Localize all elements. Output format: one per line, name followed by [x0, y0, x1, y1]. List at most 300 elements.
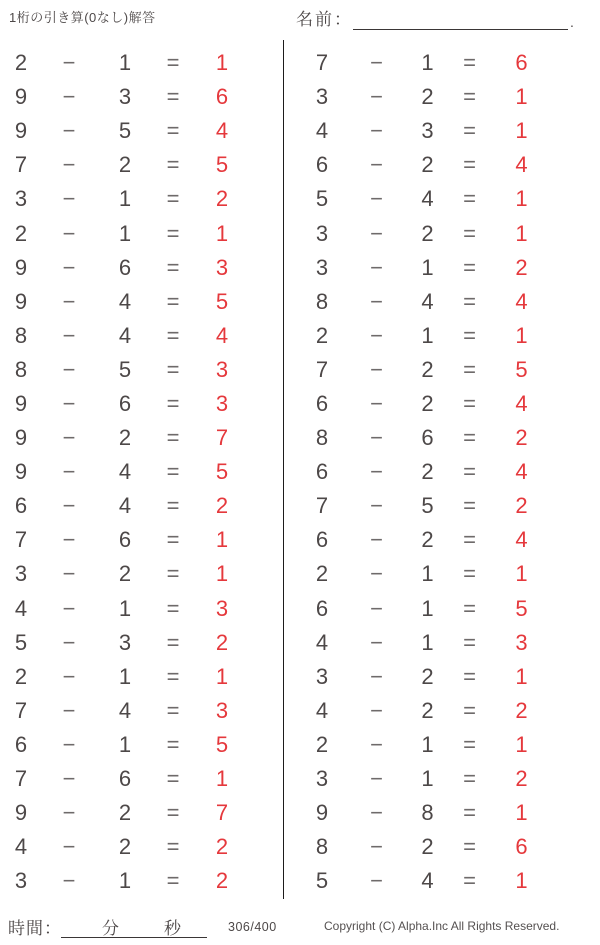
subtrahend: 2: [421, 220, 434, 246]
problem-row: [284, 421, 600, 455]
problem-row: [284, 626, 600, 660]
subtrahend: 1: [118, 186, 132, 212]
minuend: 7: [14, 697, 28, 723]
subtrahend: 2: [421, 152, 434, 178]
subtrahend: 8: [421, 800, 434, 826]
minus-sign: −: [62, 50, 76, 76]
equals-sign: =: [166, 84, 180, 110]
minuend: 6: [315, 595, 329, 621]
problem-row: [284, 489, 600, 523]
answer: 1: [515, 868, 528, 894]
subtrahend: 6: [421, 425, 434, 451]
minus-sign: −: [62, 459, 76, 485]
equals-sign: =: [463, 663, 476, 689]
answer: 3: [215, 595, 229, 621]
equals-sign: =: [166, 561, 180, 587]
minus-sign: −: [370, 322, 383, 348]
subtrahend: 2: [118, 834, 132, 860]
minuend: 9: [14, 800, 28, 826]
minuend: 6: [315, 459, 329, 485]
answer: 1: [515, 186, 528, 212]
answer: 4: [515, 527, 528, 553]
problem-row: [284, 728, 600, 762]
equals-sign: =: [166, 868, 180, 894]
seconds-label: 秒: [164, 919, 181, 938]
equals-sign: =: [463, 390, 476, 416]
problem-row: [0, 523, 283, 557]
equals-sign: =: [463, 868, 476, 894]
equals-sign: =: [463, 697, 476, 723]
subtrahend: 4: [118, 493, 132, 519]
minuend: 2: [315, 731, 329, 757]
minuend: 6: [14, 493, 28, 519]
problem-row: [0, 148, 283, 182]
minus-sign: −: [62, 425, 76, 451]
answer: 2: [215, 868, 229, 894]
subtrahend: 1: [421, 629, 434, 655]
answer: 1: [515, 663, 528, 689]
subtrahend: 1: [421, 254, 434, 280]
answer: 1: [515, 220, 528, 246]
subtrahend: 3: [118, 84, 132, 110]
minus-sign: −: [62, 834, 76, 860]
minus-sign: −: [62, 186, 76, 212]
problem-row: [0, 387, 283, 421]
answer: 4: [215, 322, 229, 348]
subtrahend: 5: [118, 356, 132, 382]
answer: 5: [215, 731, 229, 757]
minus-sign: −: [62, 220, 76, 246]
minus-sign: −: [370, 356, 383, 382]
problem-row: [0, 182, 283, 216]
minus-sign: −: [62, 731, 76, 757]
subtrahend: 2: [421, 663, 434, 689]
answer: 4: [515, 390, 528, 416]
minuend: 4: [315, 118, 329, 144]
subtrahend: 5: [421, 493, 434, 519]
answer: 1: [515, 322, 528, 348]
minuend: 3: [14, 868, 28, 894]
minuend: 7: [315, 50, 329, 76]
answer: 7: [215, 800, 229, 826]
answer: 2: [515, 493, 528, 519]
problem-row: [0, 626, 283, 660]
subtrahend: 1: [118, 731, 132, 757]
problem-row: [284, 319, 600, 353]
answer: 7: [215, 425, 229, 451]
answer: 2: [515, 697, 528, 723]
answer: 2: [515, 766, 528, 792]
name-label: 名前：: [296, 10, 353, 29]
equals-sign: =: [166, 459, 180, 485]
name-block: [296, 5, 574, 30]
answer: 4: [215, 118, 229, 144]
answer: 5: [515, 356, 528, 382]
equals-sign: =: [463, 186, 476, 212]
minuend: 9: [14, 390, 28, 416]
name-line-period: .: [570, 14, 574, 30]
minus-sign: −: [370, 697, 383, 723]
minus-sign: −: [62, 118, 76, 144]
equals-sign: =: [166, 595, 180, 621]
equals-sign: =: [463, 561, 476, 587]
subtrahend: 1: [118, 220, 132, 246]
equals-sign: =: [166, 493, 180, 519]
minus-sign: −: [370, 766, 383, 792]
minuend: 4: [315, 697, 329, 723]
answer: 2: [515, 254, 528, 280]
subtrahend: 1: [421, 561, 434, 587]
answer: 1: [515, 731, 528, 757]
answer: 1: [215, 527, 229, 553]
subtrahend: 4: [118, 322, 132, 348]
name-underline: [353, 7, 568, 30]
minus-sign: −: [370, 186, 383, 212]
minuend: 3: [315, 766, 329, 792]
problem-row: [284, 80, 600, 114]
minuend: 4: [315, 629, 329, 655]
minuend: 2: [14, 50, 28, 76]
subtrahend: 2: [118, 561, 132, 587]
subtrahend: 4: [118, 288, 132, 314]
subtrahend: 2: [118, 425, 132, 451]
answer: 6: [215, 84, 229, 110]
equals-sign: =: [166, 288, 180, 314]
minus-sign: −: [370, 390, 383, 416]
equals-sign: =: [463, 220, 476, 246]
problem-row: [0, 864, 283, 898]
minus-sign: −: [62, 766, 76, 792]
problem-row: [284, 557, 600, 591]
equals-sign: =: [463, 152, 476, 178]
minuend: 3: [14, 186, 28, 212]
minus-sign: −: [370, 595, 383, 621]
answer: 5: [215, 152, 229, 178]
equals-sign: =: [463, 527, 476, 553]
answer: 5: [215, 459, 229, 485]
footer: [0, 908, 600, 945]
answer: 2: [215, 493, 229, 519]
problem-row: [284, 216, 600, 250]
minuend: 5: [315, 186, 329, 212]
minuend: 3: [315, 254, 329, 280]
subtrahend: 1: [118, 595, 132, 621]
minuend: 8: [315, 834, 329, 860]
subtrahend: 4: [421, 868, 434, 894]
minuend: 7: [14, 152, 28, 178]
subtrahend: 3: [118, 629, 132, 655]
equals-sign: =: [463, 322, 476, 348]
problem-row: [284, 251, 600, 285]
problem-row: [0, 455, 283, 489]
minus-sign: −: [370, 493, 383, 519]
minutes-label: 分: [102, 919, 119, 938]
minus-sign: −: [370, 561, 383, 587]
subtrahend: 2: [421, 527, 434, 553]
problem-row: [0, 114, 283, 148]
minus-sign: −: [62, 629, 76, 655]
minuend: 3: [315, 220, 329, 246]
subtrahend: 1: [421, 766, 434, 792]
answer: 1: [515, 84, 528, 110]
minuend: 6: [315, 152, 329, 178]
equals-sign: =: [463, 84, 476, 110]
problem-row: [0, 319, 283, 353]
minuend: 8: [315, 425, 329, 451]
answer: 1: [215, 220, 229, 246]
minus-sign: −: [62, 527, 76, 553]
equals-sign: =: [463, 595, 476, 621]
subtrahend: 4: [118, 459, 132, 485]
subtrahend: 2: [118, 152, 132, 178]
subtrahend: 1: [421, 731, 434, 757]
problem-row: [0, 660, 283, 694]
minus-sign: −: [62, 697, 76, 723]
minuend: 8: [14, 322, 28, 348]
equals-sign: =: [166, 152, 180, 178]
answer: 1: [215, 50, 229, 76]
problem-row: [284, 182, 600, 216]
answer: 6: [515, 50, 528, 76]
subtrahend: 6: [118, 527, 132, 553]
equals-sign: =: [463, 493, 476, 519]
minuend: 2: [315, 561, 329, 587]
equals-sign: =: [463, 459, 476, 485]
problem-row: [0, 421, 283, 455]
minus-sign: −: [370, 834, 383, 860]
answer: 2: [215, 629, 229, 655]
minus-sign: −: [62, 356, 76, 382]
minus-sign: −: [62, 800, 76, 826]
minus-sign: −: [62, 868, 76, 894]
minuend: 6: [315, 527, 329, 553]
minus-sign: −: [62, 663, 76, 689]
equals-sign: =: [166, 629, 180, 655]
minuend: 7: [14, 766, 28, 792]
minuend: 3: [315, 84, 329, 110]
equals-sign: =: [166, 697, 180, 723]
minuend: 9: [14, 459, 28, 485]
minus-sign: −: [62, 288, 76, 314]
minus-sign: −: [370, 527, 383, 553]
minus-sign: −: [62, 322, 76, 348]
answer: 3: [215, 697, 229, 723]
minus-sign: −: [370, 220, 383, 246]
equals-sign: =: [166, 390, 180, 416]
minus-sign: −: [370, 868, 383, 894]
equals-sign: =: [463, 254, 476, 280]
subtrahend: 6: [118, 254, 132, 280]
problem-row: [0, 762, 283, 796]
answer: 4: [515, 459, 528, 485]
answer: 1: [515, 561, 528, 587]
minus-sign: −: [62, 254, 76, 280]
equals-sign: =: [463, 118, 476, 144]
answer: 1: [215, 561, 229, 587]
answer: 3: [215, 356, 229, 382]
minus-sign: −: [370, 800, 383, 826]
minuend: 7: [14, 527, 28, 553]
problem-column-left: [0, 40, 284, 899]
answer: 2: [215, 834, 229, 860]
page-title: 1桁の引き算(0なし)解答: [9, 10, 156, 25]
minuend: 9: [14, 425, 28, 451]
minus-sign: −: [62, 493, 76, 519]
subtrahend: 4: [421, 288, 434, 314]
answer: 1: [515, 800, 528, 826]
problem-row: [0, 694, 283, 728]
equals-sign: =: [463, 731, 476, 757]
minuend: 3: [14, 561, 28, 587]
subtrahend: 1: [421, 50, 434, 76]
problem-row: [0, 796, 283, 830]
equals-sign: =: [463, 800, 476, 826]
equals-sign: =: [166, 220, 180, 246]
equals-sign: =: [463, 766, 476, 792]
problem-row: [284, 830, 600, 864]
minus-sign: −: [370, 459, 383, 485]
subtrahend: 5: [118, 118, 132, 144]
minus-sign: −: [370, 254, 383, 280]
answer: 1: [515, 118, 528, 144]
minuend: 2: [14, 220, 28, 246]
minuend: 5: [14, 629, 28, 655]
minuend: 3: [315, 663, 329, 689]
equals-sign: =: [166, 731, 180, 757]
minuend: 9: [315, 800, 329, 826]
problem-row: [284, 285, 600, 319]
minus-sign: −: [370, 84, 383, 110]
equals-sign: =: [166, 425, 180, 451]
minus-sign: −: [370, 425, 383, 451]
equals-sign: =: [166, 118, 180, 144]
problem-row: [0, 285, 283, 319]
problem-row: [0, 592, 283, 626]
minus-sign: −: [370, 629, 383, 655]
equals-sign: =: [463, 356, 476, 382]
subtrahend: 1: [421, 322, 434, 348]
minus-sign: −: [370, 152, 383, 178]
subtrahend: 4: [118, 697, 132, 723]
equals-sign: =: [166, 766, 180, 792]
subtrahend: 2: [421, 697, 434, 723]
minuend: 2: [14, 663, 28, 689]
problem-row: [0, 251, 283, 285]
problem-row: [0, 830, 283, 864]
problem-row: [0, 353, 283, 387]
answer: 3: [215, 390, 229, 416]
subtrahend: 1: [118, 868, 132, 894]
subtrahend: 1: [118, 663, 132, 689]
minuend: 6: [315, 390, 329, 416]
problems-area: [0, 40, 600, 899]
problem-row: [284, 114, 600, 148]
answer: 5: [515, 595, 528, 621]
time-label: 時間：: [8, 919, 62, 938]
equals-sign: =: [463, 288, 476, 314]
answer: 5: [215, 288, 229, 314]
problem-row: [284, 796, 600, 830]
problem-row: [284, 864, 600, 898]
problem-row: [0, 80, 283, 114]
minus-sign: −: [370, 288, 383, 314]
subtrahend: 1: [421, 595, 434, 621]
problem-row: [0, 557, 283, 591]
equals-sign: =: [166, 322, 180, 348]
minuend: 8: [315, 288, 329, 314]
minuend: 8: [14, 356, 28, 382]
answer: 4: [515, 288, 528, 314]
problem-row: [284, 762, 600, 796]
subtrahend: 3: [421, 118, 434, 144]
problem-row: [284, 694, 600, 728]
problem-row: [284, 46, 600, 80]
minuend: 9: [14, 288, 28, 314]
subtrahend: 6: [118, 766, 132, 792]
minus-sign: −: [62, 152, 76, 178]
minuend: 9: [14, 84, 28, 110]
answer: 3: [215, 254, 229, 280]
equals-sign: =: [463, 425, 476, 451]
equals-sign: =: [166, 254, 180, 280]
minus-sign: −: [370, 663, 383, 689]
answer: 2: [215, 186, 229, 212]
equals-sign: =: [166, 663, 180, 689]
problem-row: [284, 660, 600, 694]
subtrahend: 6: [118, 390, 132, 416]
equals-sign: =: [463, 834, 476, 860]
equals-sign: =: [166, 186, 180, 212]
time-underline: [61, 908, 207, 938]
minuend: 5: [315, 868, 329, 894]
problem-row: [284, 148, 600, 182]
page-number: 306/400: [228, 920, 277, 934]
equals-sign: =: [463, 50, 476, 76]
answer: 3: [515, 629, 528, 655]
equals-sign: =: [463, 629, 476, 655]
equals-sign: =: [166, 800, 180, 826]
minuend: 6: [14, 731, 28, 757]
answer: 1: [215, 766, 229, 792]
minus-sign: −: [370, 731, 383, 757]
subtrahend: 2: [421, 390, 434, 416]
minuend: 9: [14, 254, 28, 280]
answer: 2: [515, 425, 528, 451]
equals-sign: =: [166, 50, 180, 76]
problem-column-right: [284, 40, 600, 899]
problem-row: [284, 523, 600, 557]
problem-row: [0, 46, 283, 80]
problem-row: [0, 489, 283, 523]
minus-sign: −: [62, 561, 76, 587]
problem-row: [284, 455, 600, 489]
subtrahend: 2: [421, 84, 434, 110]
minuend: 4: [14, 595, 28, 621]
minus-sign: −: [62, 84, 76, 110]
minuend: 4: [14, 834, 28, 860]
equals-sign: =: [166, 527, 180, 553]
minus-sign: −: [370, 118, 383, 144]
minuend: 2: [315, 322, 329, 348]
subtrahend: 4: [421, 186, 434, 212]
problem-row: [0, 728, 283, 762]
answer: 4: [515, 152, 528, 178]
answer: 1: [215, 663, 229, 689]
minus-sign: −: [370, 50, 383, 76]
minus-sign: −: [62, 390, 76, 416]
copyright-text: Copyright (C) Alpha.Inc All Rights Reserved.: [324, 919, 560, 933]
problem-row: [284, 387, 600, 421]
